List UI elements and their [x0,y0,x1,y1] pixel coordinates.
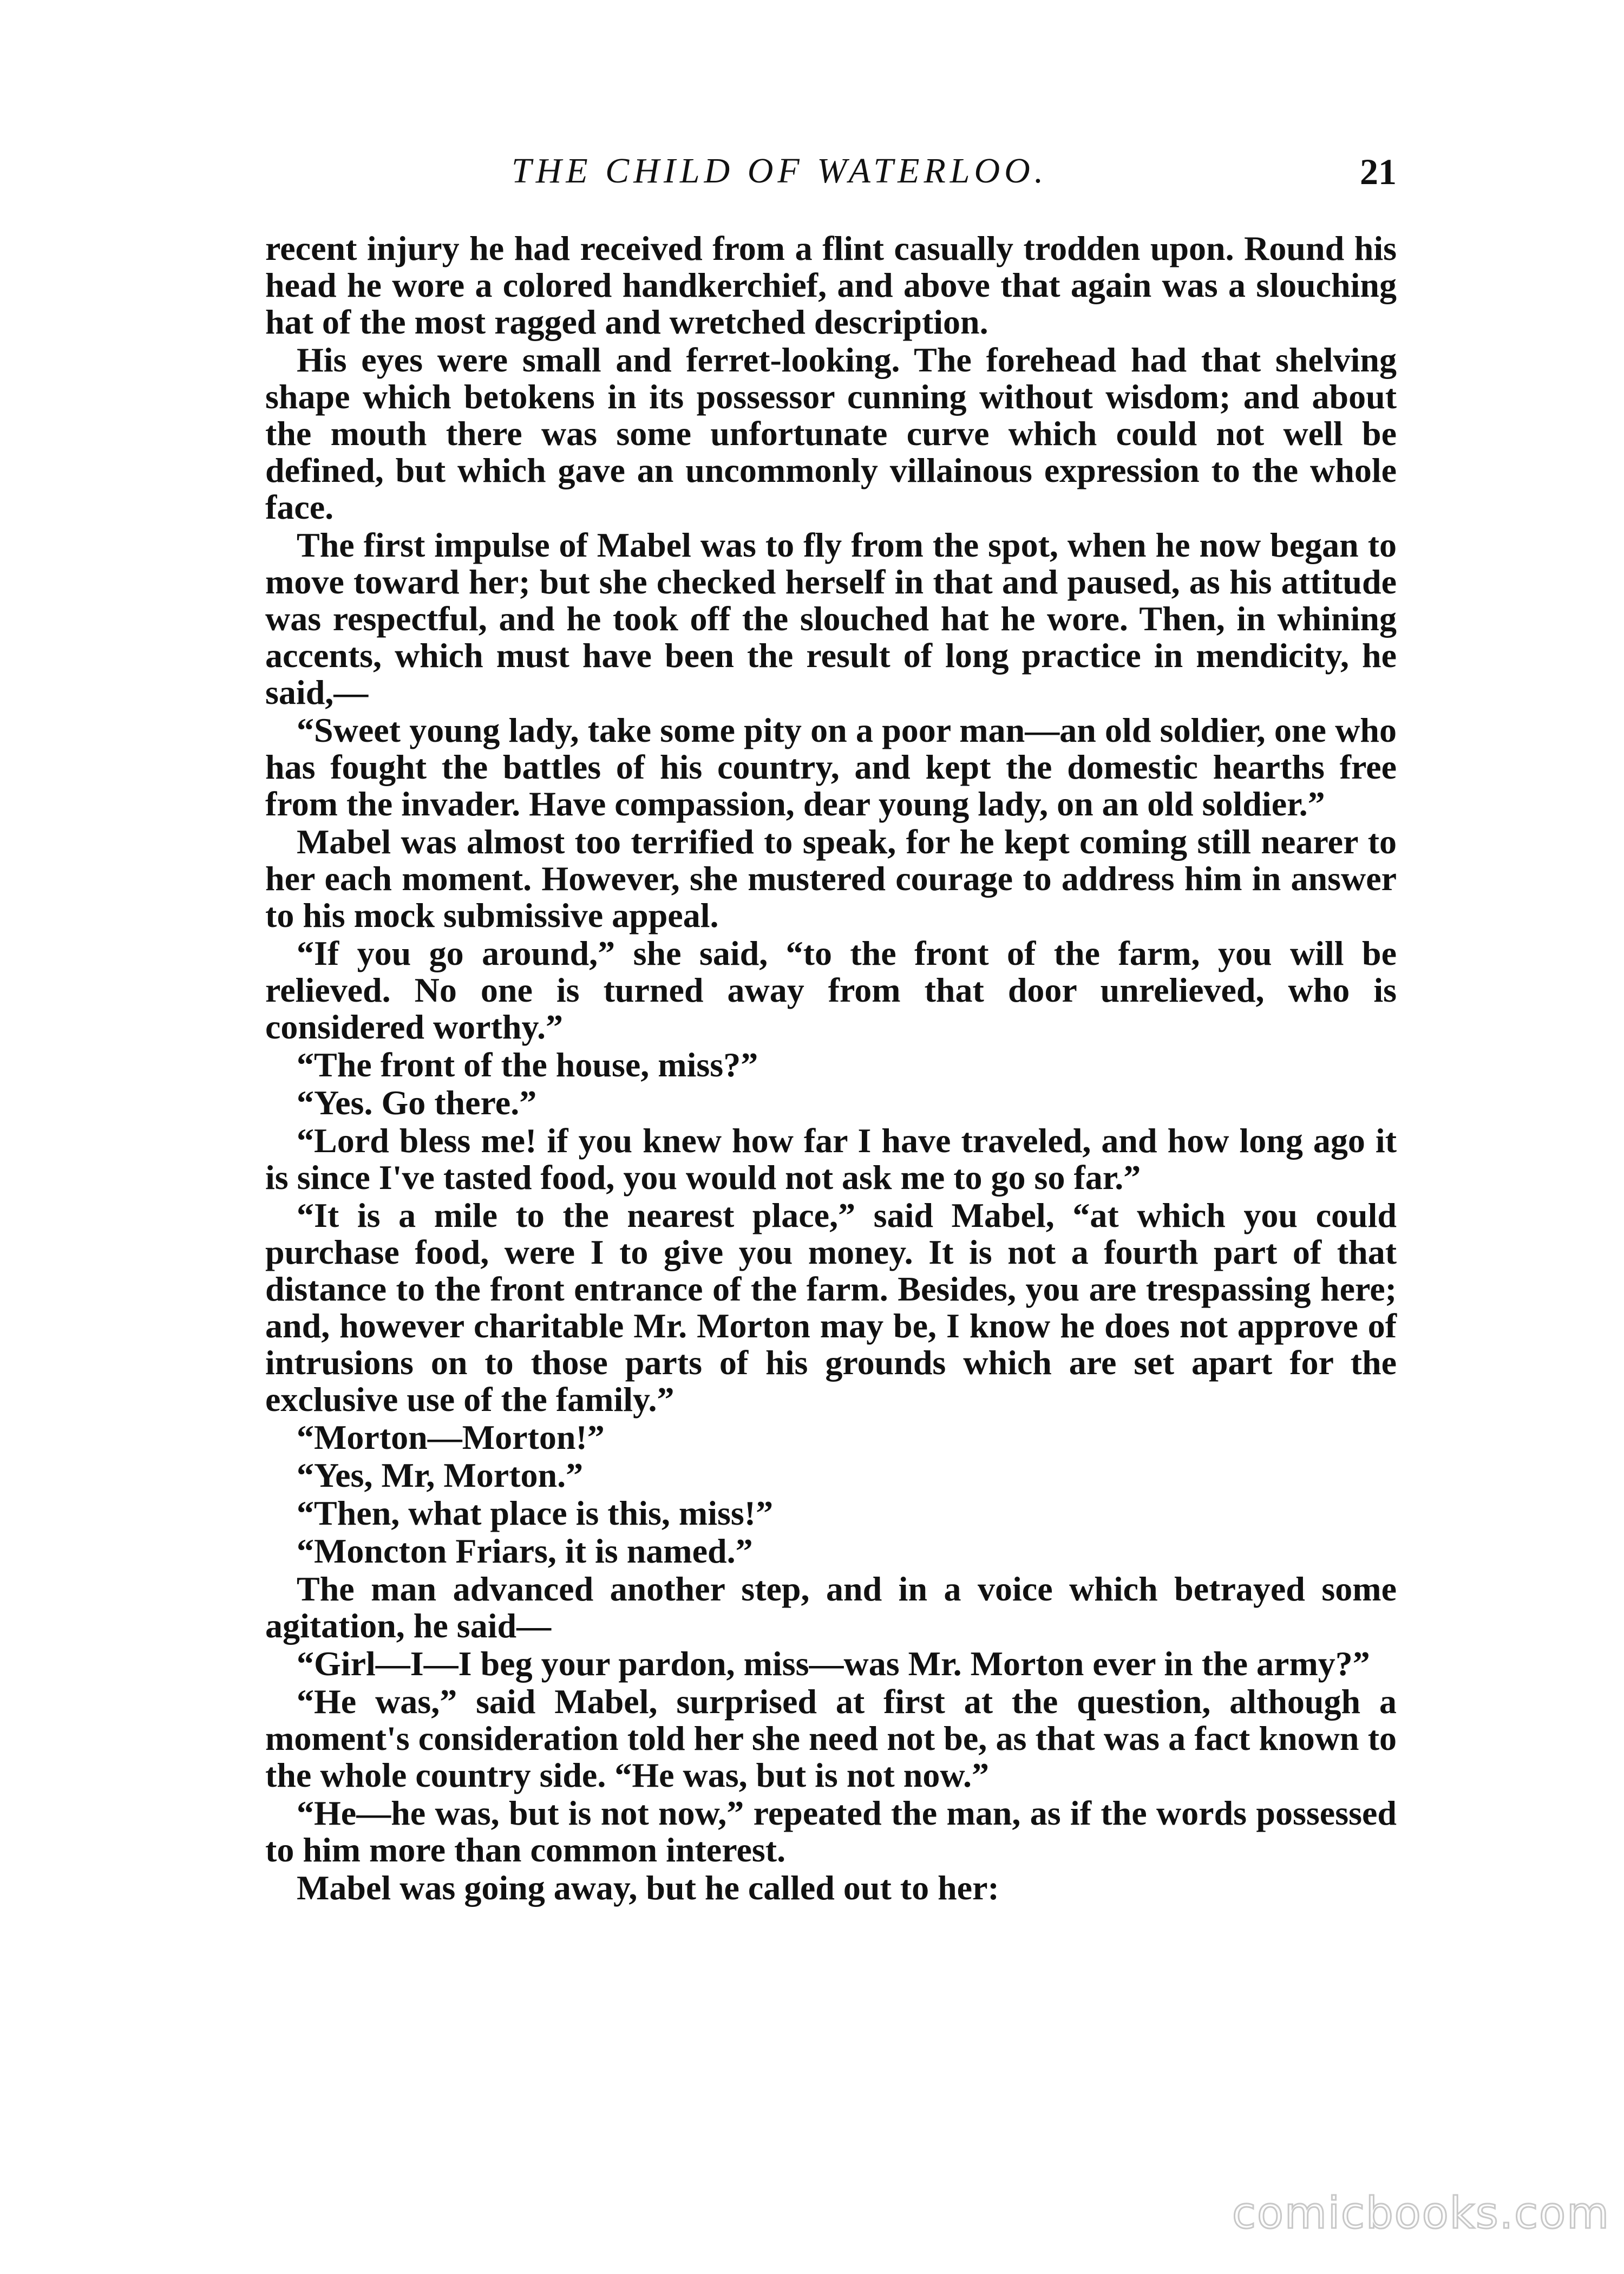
running-title: THE CHILD OF WATERLOO. [512,151,1048,191]
paragraph: “Moncton Friars, it is named.” [297,1532,753,1570]
paragraph: Mabel was almost too terrified to speak, for he kept coming still nearer to her each moment. However, she mustered courage to address him in answer to his mock submissive appeal. [265,822,1397,935]
paragraph: “If you go around,” she said, “to the front of the farm, you will be relieved. No one is turned away from that door unrelieved, who is considered worthy.” [265,934,1397,1046]
paragraph: “Then, what place is this, miss!” [297,1494,774,1532]
paragraph: “Morton—Morton!” [297,1418,605,1456]
watermark: comicbooks.com [1232,2188,1610,2238]
body-text [265,230,1397,1906]
paragraph: “Yes, Mr, Morton.” [297,1456,584,1494]
paragraph: “Girl—I—I beg your pardon, miss—was Mr. Morton ever in the army?” [297,1644,1370,1683]
paragraph: The man advanced another step, and in a voice which betrayed some agitation, he said— [265,1570,1397,1645]
paragraph: The first impulse of Mabel was to fly from the spot, when he now began to move toward her; but she checked herself in that and paused, as his attitude was respectful, and he took off the slouched hat he wore. Then, in whining accents, which must have been the result of long practice in mendicity, he said,— [265,526,1397,711]
paragraph: “It is a mile to the nearest place,” said Mabel, “at which you could purchase food, were I to give you money. It is not a fourth part of that distance to the front entrance of the farm. Besides, you are trespassing here; and, however charitable Mr. Morton may be, I know he does not approve of intrusions on to those parts of his grounds which are set apart for the exclusive use of the family.” [265,1196,1397,1419]
paragraph: His eyes were small and ferret-looking. The forehead had that shelving shape which betokens in its possessor cunning without wisdom; and about the mouth there was some unfortunate curve which could not well be defined, but which gave an uncommonly villainous expression to the whole face. [265,341,1397,526]
paragraph: “The front of the house, miss?” [297,1045,758,1084]
paragraph: “Sweet young lady, take some pity on a poor man—an old soldier, one who has fought the battles of his country, and kept the domestic hearths free from the invader. Have compassion, dear young lady, on an old soldier.” [265,711,1397,823]
paragraph: “He—he was, but is not now,” repeated the man, as if the words possessed to him more than common interest. [265,1794,1397,1869]
page-header [265,151,1397,210]
page-number: 21 [1360,151,1397,192]
paragraph: recent injury he had received from a flint casually trodden upon. Round his head he wore a colored handkerchief, and above that again was a slouching hat of the most ragged and wretched description. [265,229,1397,341]
paragraph: “Lord bless me! if you knew how far I have traveled, and how long ago it is since I've tasted food, you would not ask me to go so far.” [265,1121,1397,1197]
paragraph: Mabel was going away, but he called out to her: [297,1868,999,1907]
paragraph: “He was,” said Mabel, surprised at first at the question, although a moment's consideration told her she need not be, as that was a fact known to the whole country side. “He was, but is not now.” [265,1682,1397,1794]
paragraph: “Yes. Go there.” [297,1083,537,1122]
